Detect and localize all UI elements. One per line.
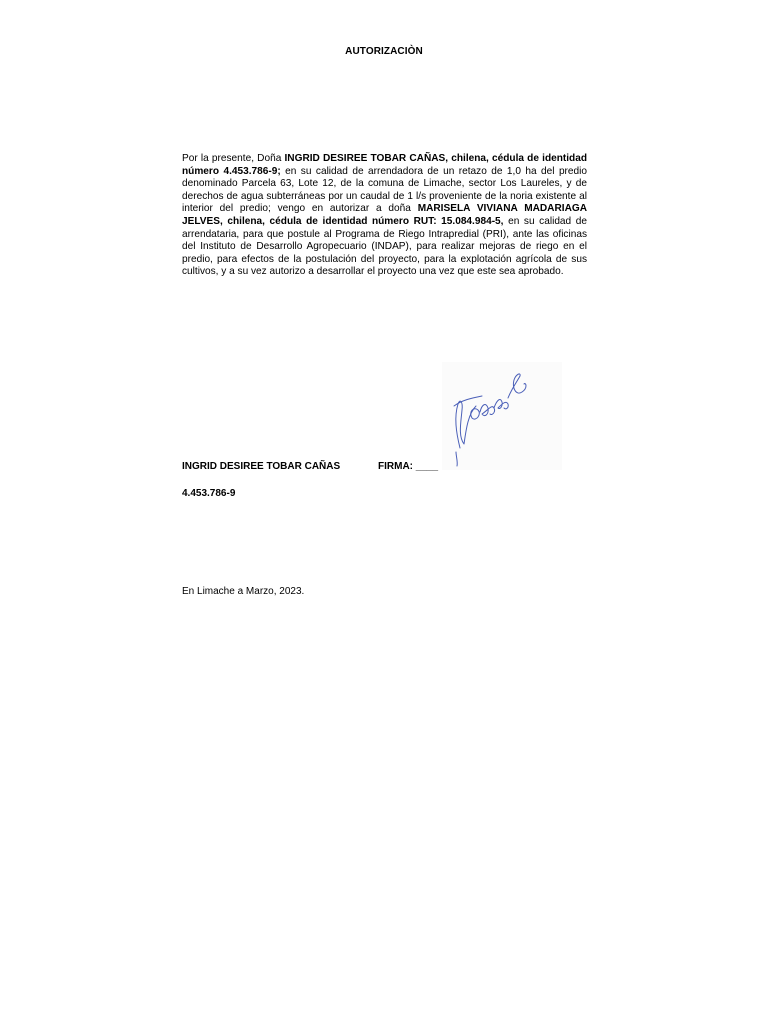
paragraph-segment: en su calidad de arrendataria, para que postule al Programa de Riego Intrapredial (PRI), ante las oficinas del Instituto de Desarrollo Agropecuario (INDAP), para realizar mejoras de riego en el predio, para efectos de la postulación del proyecto, para la explotación agrícola de sus cultivos, y a su vez autorizo a desarrollar el proyecto una vez que este sea aprobado. bbox=[182, 215, 587, 278]
paragraph-segment: Por la presente, Doña bbox=[182, 153, 285, 164]
signature-label: FIRMA: ____ bbox=[378, 461, 439, 472]
authorization-paragraph bbox=[182, 153, 587, 279]
paragraph-segment: en su calidad de arrendadora de un retazo de 1,0 ha del predio denominado Parcela 63, Lote 12, de la comuna de Limache, sector Los Laureles, y de derechos de agua subterráneas por un caudal de 1 l/s proveniente de la noria existente al interior del predio; vengo en autorizar a doña bbox=[182, 165, 588, 215]
signer-id-number: 4.453.786-9 bbox=[182, 488, 236, 499]
place-and-date: En Limache a Marzo, 2023. bbox=[182, 586, 305, 597]
paragraph-segment-bold: INGRID DESIREE TOBAR CAÑAS, chilena, cédula de identidad número 4.453.786-9; bbox=[182, 153, 587, 177]
handwritten-signature bbox=[442, 362, 562, 470]
signer-name: INGRID DESIREE TOBAR CAÑAS bbox=[182, 461, 341, 472]
signature-drawing bbox=[442, 362, 562, 470]
document-title: AUTORIZACIÒN bbox=[345, 46, 423, 57]
paragraph-segment-bold: MARISELA VIVIANA MADARIAGA JELVES, chilena, cédula de identidad número RUT: 15.084.984-5, bbox=[182, 203, 587, 227]
